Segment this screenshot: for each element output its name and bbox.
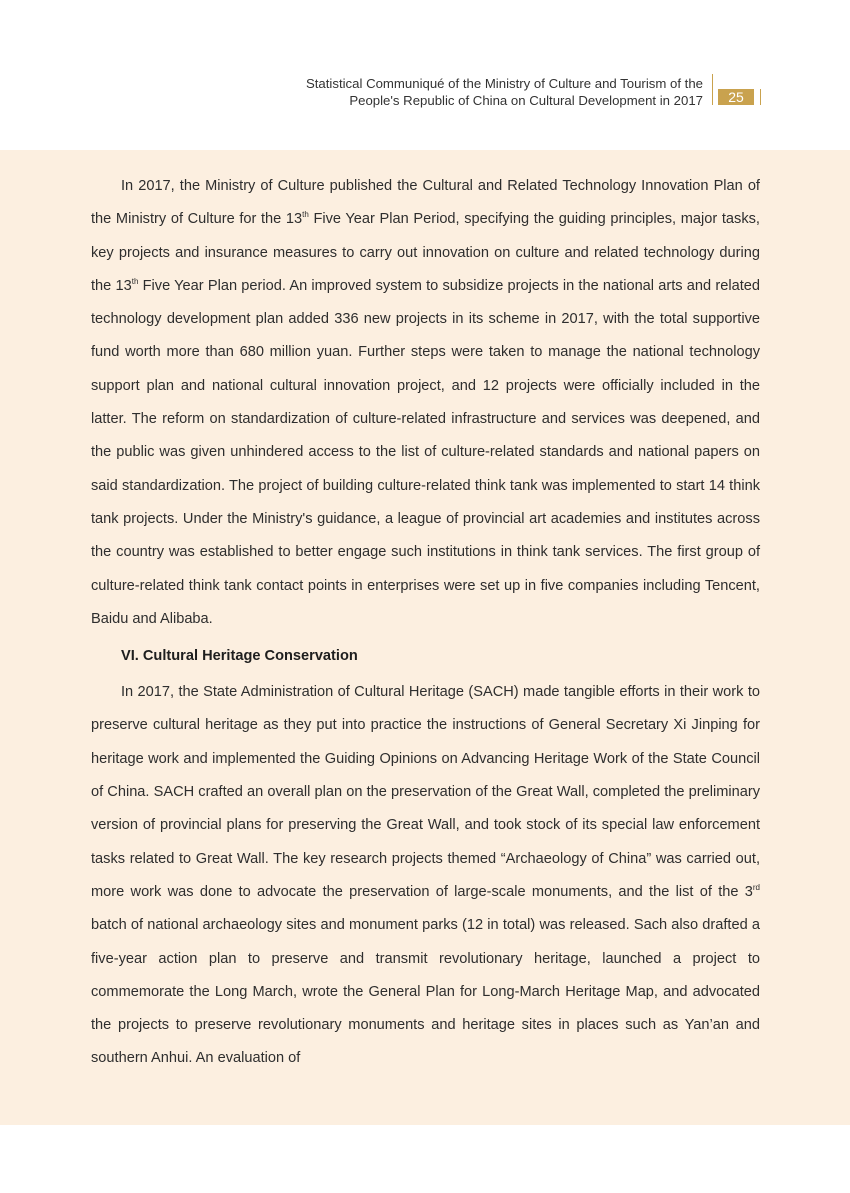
paragraph-text: In 2017, the Ministry of Culture published the Cultural and Related Technology Innovation Plan of the Ministry of Culture for the 13 (91, 178, 760, 228)
body-text (91, 170, 760, 1076)
paragraph-heritage-conservation (91, 676, 760, 1076)
running-title-line-1: Statistical Communiqué of the Ministry of Culture and Tourism of the (305, 76, 703, 91)
running-title-line-2: People's Republic of China on Cultural Development in 2017 (349, 93, 703, 108)
paragraph-text: batch of national archaeology sites and monument parks (12 in total) was released. Sach also drafted a five-year action plan to preserve and transmit revolutionary heritage, launched a project to commemorate the Long March, wrote the General Plan for Long-March Heritage Map, and advocated the projects to preserve revolutionary monuments and heritage sites in places such as Yan’an and southern Anhui. An evaluation of (91, 917, 760, 1067)
ordinal-superscript: th (302, 210, 309, 220)
page-number: 25 (718, 89, 754, 105)
page-header (306, 74, 761, 109)
section-heading: VI. Cultural Heritage Conservation (121, 648, 358, 665)
ordinal-superscript: th (131, 276, 139, 286)
paragraph-text: Five Year Plan period. An improved system to subsidize projects in the national arts and related technology development plan added 336 new projects in its scheme in 2017, with the total supportive fund worth more than 680 million yuan. Further steps were taken to manage the national technology support plan and national cultural innovation project, and 12 projects were officially included in the latter. The reform on standardization of culture-related infrastructure and services was deepened, and the public was given unhindered access to the list of culture-related standards and national papers on said standardization. The project of building culture-related think tank was implemented to start 14 think tank projects. Under the Ministry's guidance, a league of provincial art academies and institutes across the country was established to better engage such institutions in think tank services. The first group of culture-related think tank contact points in enterprises were set up in five companies including Tencent, Baidu and Alibaba. (91, 277, 760, 627)
paragraph-text: In 2017, the State Administration of Cultural Heritage (SACH) made tangible efforts in their work to preserve cultural heritage as they put into practice the instructions of General Secretary Xi Jinping for heritage work and implemented the Guiding Opinions on Advancing Heritage Work of the State Council of China. SACH crafted an overall plan on the preservation of the Great Wall, completed the preliminary version of provincial plans for preserving the Great Wall, and took stock of its special law enforcement tasks related to Great Wall. The key research projects themed “Archaeology of China” was carried out, more work was done to advocate the preservation of large-scale monuments, and the list of the 3 (91, 684, 760, 900)
paragraph-text: Five Year Plan Period, specifying the guiding principles, major tasks, key projects and insurance measures to carry out innovation on culture and related technology during the 13 (91, 211, 760, 294)
page-number-divider (760, 89, 761, 105)
page-number-block (718, 74, 761, 105)
ordinal-superscript: rd (752, 882, 760, 892)
paragraph-technology-innovation (91, 170, 760, 636)
header-divider (712, 74, 713, 105)
running-title (306, 74, 712, 109)
